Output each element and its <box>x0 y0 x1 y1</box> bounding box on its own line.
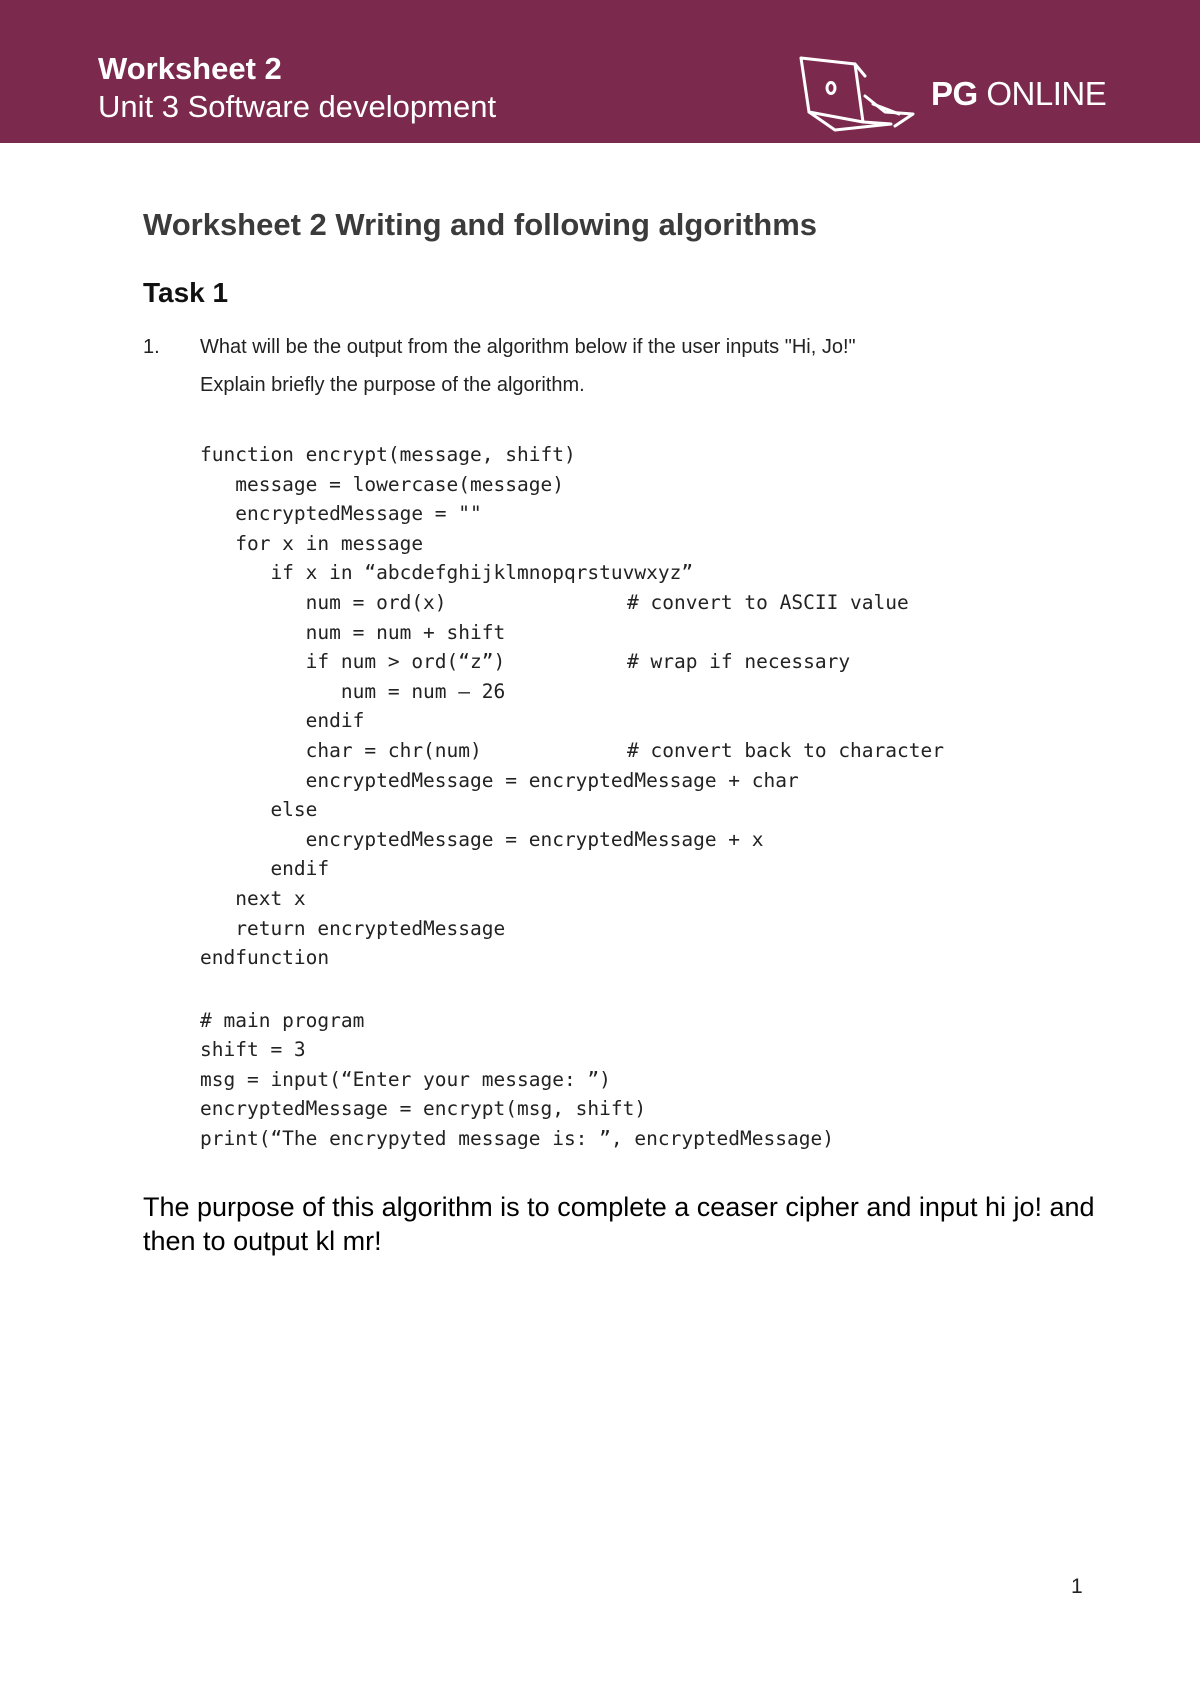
question-number: 1. <box>143 336 160 358</box>
code-text: if num > ord(“z”) <box>200 650 506 674</box>
code-text: num = num – 26 <box>200 679 506 703</box>
code-text: next x <box>200 886 306 910</box>
code-text: function encrypt(message, shift) <box>200 443 576 466</box>
code-line <box>200 825 1100 855</box>
code-line <box>200 677 1100 707</box>
code-text: encryptedMessage = "" <box>200 502 482 526</box>
code-text: endfunction <box>200 946 330 970</box>
document-title: Worksheet 2 Writing and following algorithms <box>143 207 818 242</box>
code-line <box>200 618 1100 648</box>
code-line <box>200 647 1100 677</box>
code-text: if x in “abcdefghijklmnopqrstuvwxyz” <box>200 561 694 585</box>
code-text: endif <box>200 709 365 733</box>
code-comment: # wrap if necessary <box>627 650 851 674</box>
page-number: 1 <box>1071 1575 1083 1598</box>
code-line <box>200 943 1100 973</box>
code-line: encryptedMessage = encrypt(msg, shift) <box>200 1097 647 1121</box>
code-text: encryptedMessage = encryptedMessage + char <box>200 768 799 792</box>
code-line <box>200 854 1100 884</box>
code-text: message = lowercase(message) <box>200 472 564 496</box>
code-line <box>200 558 1100 588</box>
code-text: num = ord(x) <box>200 590 447 614</box>
code-line: # main program <box>200 1008 365 1032</box>
logo-text-bold: PG <box>931 75 978 112</box>
code-text: endif <box>200 857 330 881</box>
question-subtext: Explain briefly the purpose of the algorithm. <box>200 374 585 396</box>
code-text: char = chr(num) <box>200 738 482 762</box>
code-line: msg = input(“Enter your message: ”) <box>200 1067 611 1091</box>
question-text: What will be the output from the algorithm below if the user inputs "Hi, Jo!" <box>200 336 856 358</box>
code-line <box>200 440 1100 470</box>
code-line: print(“The encrypyted message is: ”, encryptedMessage) <box>200 1127 834 1151</box>
code-line <box>200 914 1100 944</box>
code-line: shift = 3 <box>200 1038 306 1062</box>
code-text: num = num + shift <box>200 620 506 644</box>
header-subtitle: Unit 3 Software development <box>98 89 497 124</box>
code-text: return encryptedMessage <box>200 916 506 940</box>
code-line <box>200 736 1100 766</box>
code-line <box>200 706 1100 736</box>
laptop-icon <box>795 52 920 134</box>
code-line <box>200 766 1100 796</box>
code-gap <box>200 973 1100 1006</box>
code-text: encryptedMessage = encryptedMessage + x <box>200 827 764 851</box>
code-block <box>200 440 1100 1154</box>
code-line <box>200 499 1100 529</box>
code-comment: # convert to ASCII value <box>627 590 909 614</box>
code-text: for x in message <box>200 531 424 555</box>
code-line <box>200 588 1100 618</box>
logo-text-regular: ONLINE <box>977 75 1107 112</box>
code-text: else <box>200 798 318 822</box>
code-line <box>200 884 1100 914</box>
code-line <box>200 529 1100 559</box>
task-heading: Task 1 <box>143 277 229 308</box>
code-comment: # convert back to character <box>627 738 944 762</box>
answer-text: The purpose of this algorithm is to complete a ceaser cipher and input hi jo! and then to output kl mr! <box>143 1192 1095 1256</box>
code-line <box>200 795 1100 825</box>
code-line <box>200 470 1100 500</box>
pg-online-logo-text <box>931 74 1106 114</box>
header-title: Worksheet 2 <box>98 51 282 86</box>
